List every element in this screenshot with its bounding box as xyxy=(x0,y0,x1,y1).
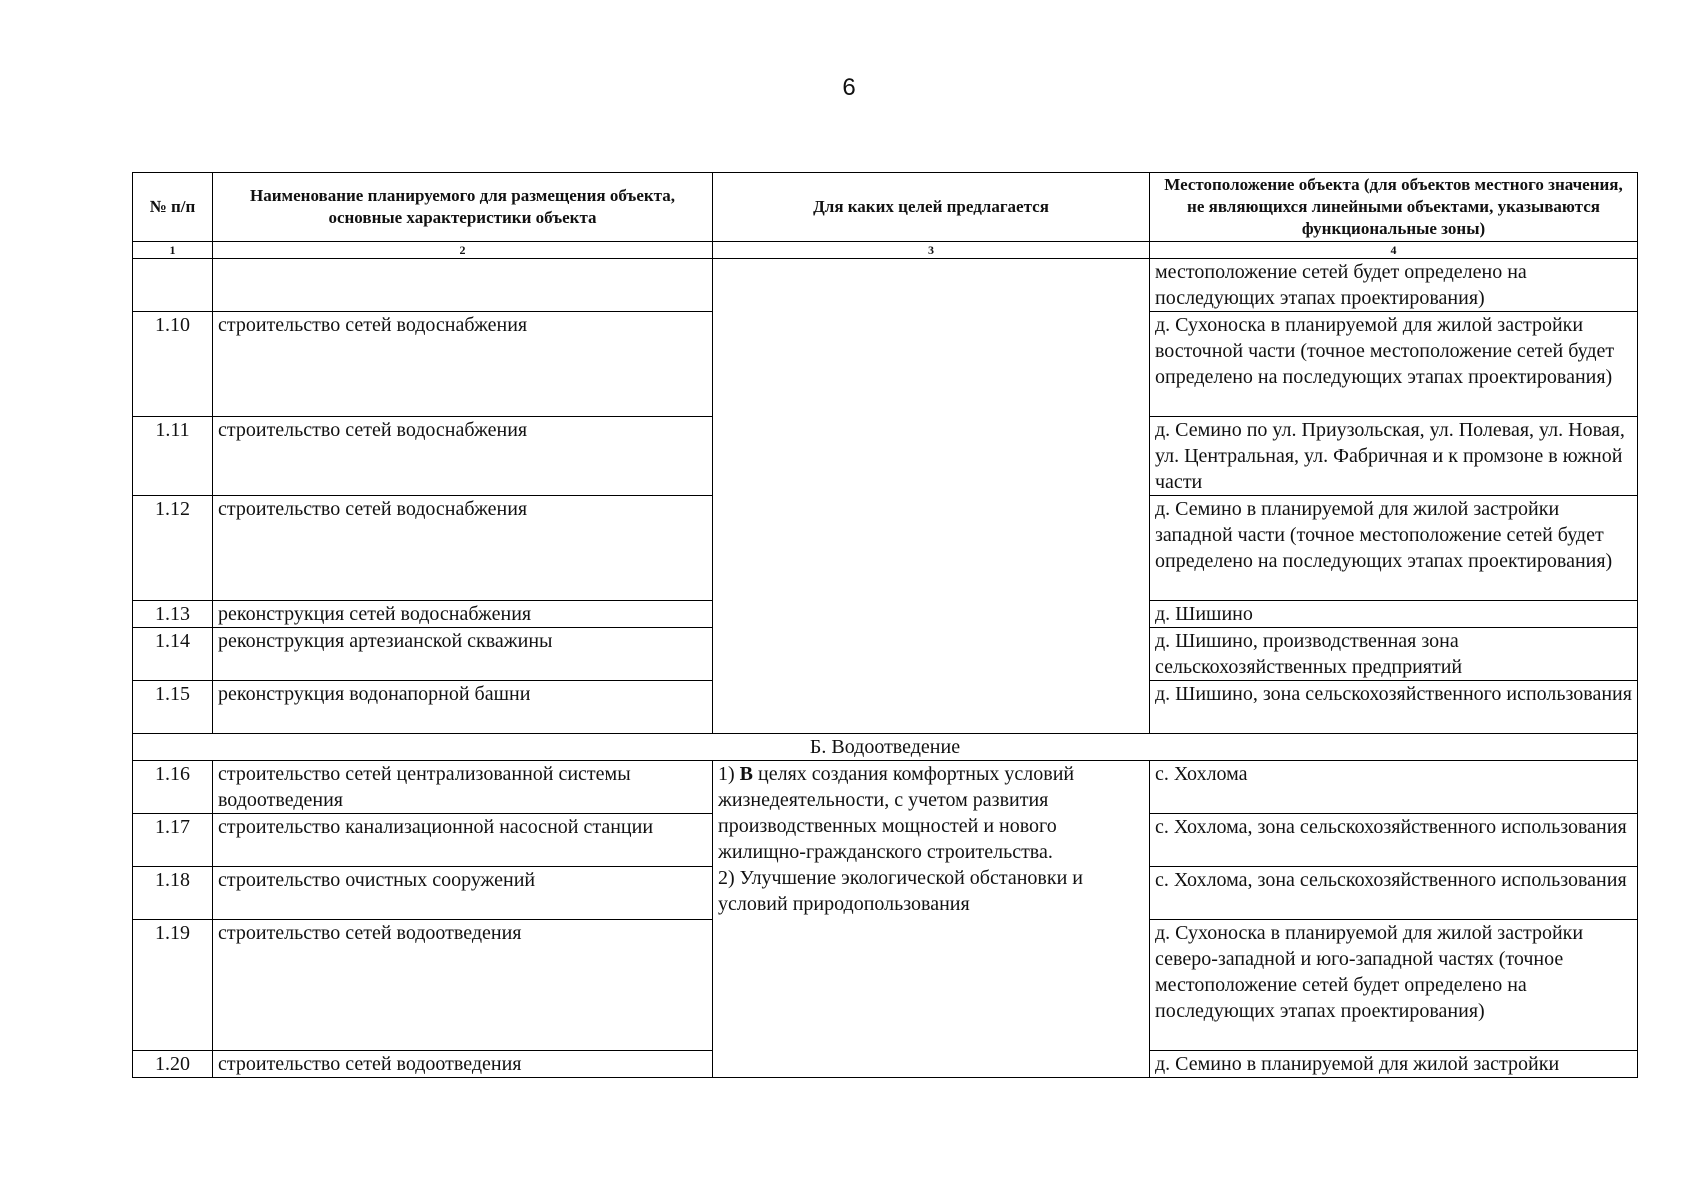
row-num: 1.11 xyxy=(133,417,213,496)
section-row xyxy=(133,734,1638,761)
column-number: 1 xyxy=(133,242,213,259)
row-num: 1.12 xyxy=(133,496,213,601)
row-num: 1.18 xyxy=(133,867,213,920)
row-location: д. Шишино, производственная зона сельскохозяйственных предприятий xyxy=(1150,628,1638,681)
row-num: 1.17 xyxy=(133,814,213,867)
column-number: 2 xyxy=(213,242,713,259)
purpose-line-1 xyxy=(718,761,1144,865)
row-num xyxy=(133,259,213,312)
row-num: 1.10 xyxy=(133,312,213,417)
table-row xyxy=(133,761,1638,814)
column-number: 3 xyxy=(713,242,1150,259)
column-numbers-row xyxy=(133,242,1638,259)
row-num: 1.13 xyxy=(133,601,213,628)
objects-table xyxy=(132,172,1638,1078)
row-num: 1.16 xyxy=(133,761,213,814)
row-location: д. Сухоноска в планируемой для жилой застройки восточной части (точное местоположение сетей будет определено на последующих этапах проектирования) xyxy=(1150,312,1638,417)
row-location: с. Хохлома, зона сельскохозяйственного использования xyxy=(1150,814,1638,867)
row-num: 1.20 xyxy=(133,1051,213,1078)
row-num: 1.14 xyxy=(133,628,213,681)
row-num: 1.15 xyxy=(133,681,213,734)
purpose-line-1-prefix: 1) xyxy=(718,763,740,785)
header-num: № п/п xyxy=(133,173,213,242)
row-name: строительство сетей централизованной системы водоотведения xyxy=(213,761,713,814)
row-location: д. Семино по ул. Приузольская, ул. Полевая, ул. Новая, ул. Центральная, ул. Фабричная и к промзоне в южной части xyxy=(1150,417,1638,496)
purpose-cell-a xyxy=(713,259,1150,734)
header-name: Наименование планируемого для размещения объекта, основные характеристики объекта xyxy=(213,173,713,242)
row-location: с. Хохлома, зона сельскохозяйственного использования xyxy=(1150,867,1638,920)
row-name: строительство канализационной насосной станции xyxy=(213,814,713,867)
purpose-line-2: 2) Улучшение экологической обстановки и условий природопользования xyxy=(718,867,1083,915)
row-name: строительство сетей водоснабжения xyxy=(213,417,713,496)
row-location: д. Шишино, зона сельскохозяйственного использования xyxy=(1150,681,1638,734)
page-number: 6 xyxy=(842,74,856,101)
table-header-row xyxy=(133,173,1638,242)
row-name: реконструкция водонапорной башни xyxy=(213,681,713,734)
row-location: д. Семино в планируемой для жилой застройки западной части (точное местоположение сетей будет определено на последующих этапах проектирования) xyxy=(1150,496,1638,601)
row-location: д. Сухоноска в планируемой для жилой застройки северо-западной и юго-западной частях (точное местоположение сетей будет определено на последующих этапах проектирования) xyxy=(1150,920,1638,1051)
row-name: строительство сетей водоотведения xyxy=(213,920,713,1051)
row-name: строительство очистных сооружений xyxy=(213,867,713,920)
row-name: строительство сетей водоотведения xyxy=(213,1051,713,1078)
section-title: Б. Водоотведение xyxy=(133,734,1638,761)
table-row-continuation xyxy=(133,259,1638,312)
purpose-line-1-rest: целях создания комфортных условий жизнедеятельности, с учетом развития производственных мощностей и нового жилищно-гражданского строительства. xyxy=(718,763,1075,863)
row-location: с. Хохлома xyxy=(1150,761,1638,814)
row-name: строительство сетей водоснабжения xyxy=(213,496,713,601)
column-number: 4 xyxy=(1150,242,1638,259)
row-name: реконструкция сетей водоснабжения xyxy=(213,601,713,628)
header-location: Местоположение объекта (для объектов местного значения, не являющихся линейными объектами, указываются функциональные зоны) xyxy=(1150,173,1638,242)
row-location: местоположение сетей будет определено на последующих этапах проектирования) xyxy=(1150,259,1638,312)
row-name: строительство сетей водоснабжения xyxy=(213,312,713,417)
row-location: д. Семино в планируемой для жилой застройки xyxy=(1150,1051,1638,1078)
purpose-cell-b xyxy=(713,761,1150,1078)
row-num: 1.19 xyxy=(133,920,213,1051)
row-name xyxy=(213,259,713,312)
purpose-line-1-bold: В xyxy=(739,763,754,785)
row-name: реконструкция артезианской скважины xyxy=(213,628,713,681)
header-purpose: Для каких целей предлагается xyxy=(713,173,1150,242)
row-location: д. Шишино xyxy=(1150,601,1638,628)
